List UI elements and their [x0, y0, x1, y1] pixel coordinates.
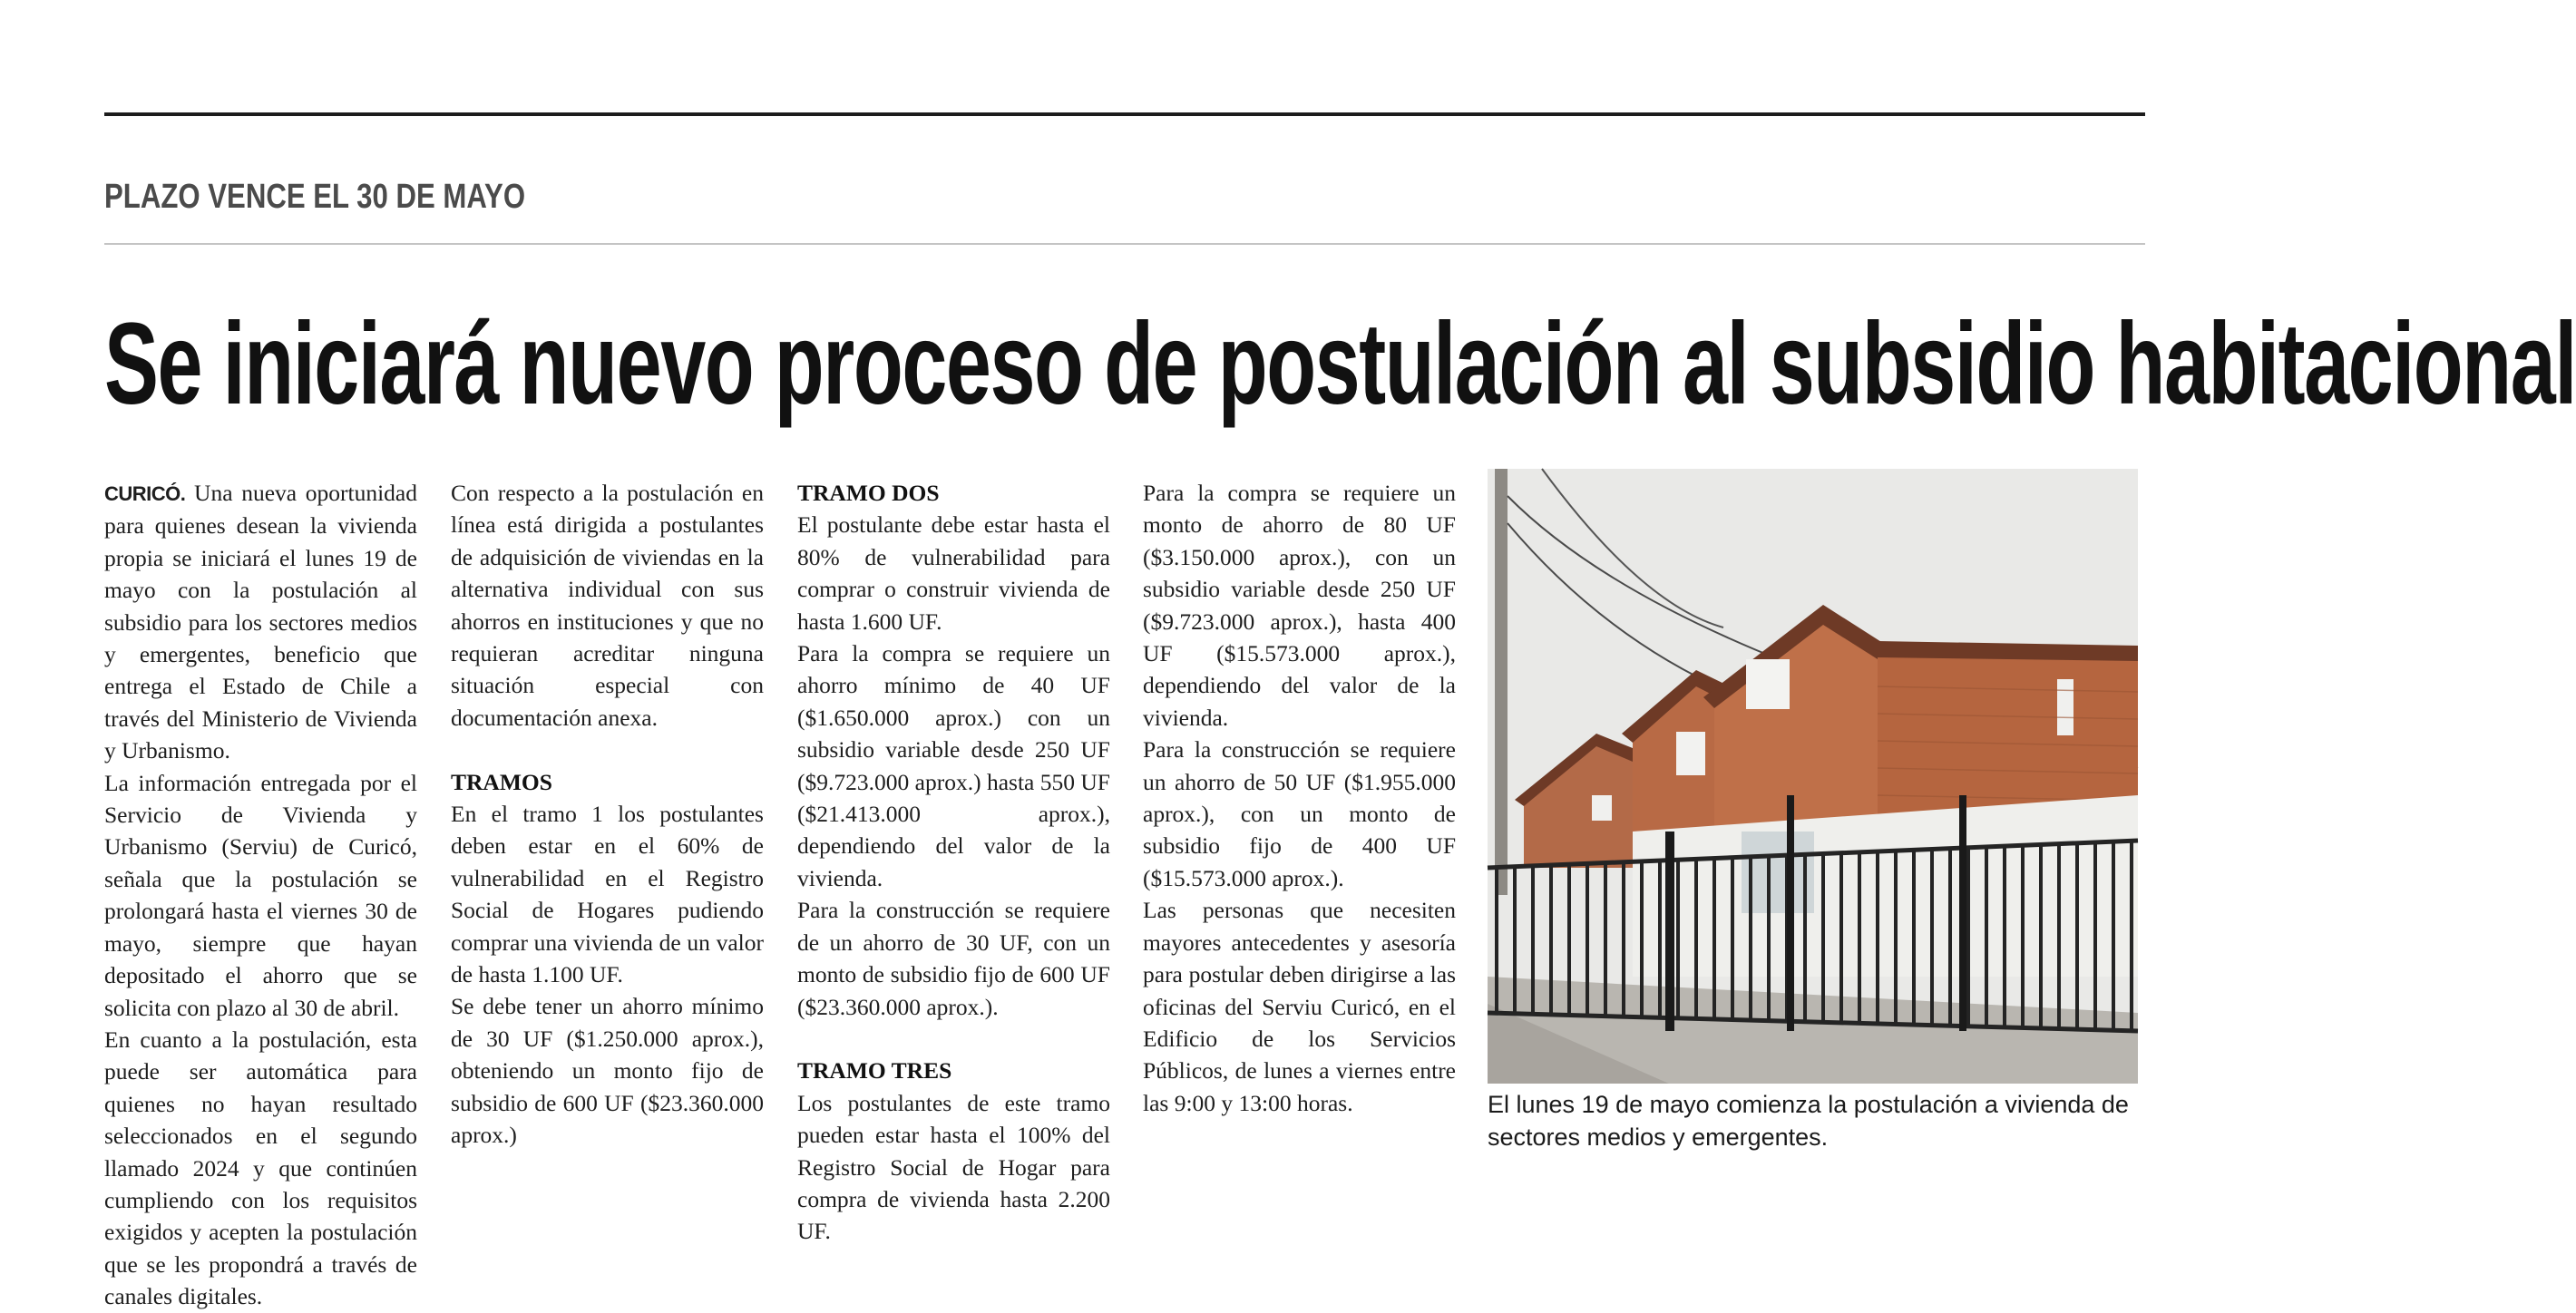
kicker: PLAZO VENCE EL 30 DE MAYO: [104, 178, 526, 216]
housing-photo: [1488, 469, 2138, 1084]
article-column-4: [1143, 477, 1456, 1119]
paragraph-10: Los postulantes de este tramo pueden estar hasta el 100% del Registro Social de Hogar para compra de vivienda hasta 2.200 UF.: [797, 1089, 1110, 1245]
dateline: CURICÓ.: [104, 482, 186, 505]
paragraph-4: Con respecto a la postulación en línea está dirigida a postulantes de adquisición de viviendas en la alternativa individual con sus ahorros en instituciones y que no requieran acreditar ninguna situación especial con documentación anexa.: [451, 480, 764, 731]
kicker-rule: [104, 243, 2145, 245]
paragraph-7: El postulante debe estar hasta el 80% de vulnerabilidad para comprar o construir vivienda de hasta 1.600 UF.: [797, 511, 1110, 635]
paragraph-5: En el tramo 1 los postulantes deben estar en el 60% de vulnerabilidad en el Registro Social de Hogares pudiendo comprar una vivienda de un valor de hasta 1.100 UF.: [451, 801, 764, 988]
paragraph-1-text: Una nueva oportunidad para quienes desean la vivienda propia se iniciará el lunes 19 de mayo con la postulación al subsidio para los sectores medios y emergentes, beneficio que entrega el Estado de Chile a través del Ministerio de Vivienda y Urbanismo.: [104, 480, 417, 764]
paragraph-11: Para la compra se requiere un monto de ahorro de 80 UF ($3.150.000 aprox.), con un subsidio variable desde 250 UF ($9.723.000 aprox.), hasta 400 UF ($15.573.000 aprox.), dependiendo del valor de la vivienda.: [1143, 480, 1456, 731]
paragraph-12: Para la construcción se requiere un ahorro de 50 UF ($1.955.000 aprox.), con un monto de subsidio fijo de 400 UF ($15.573.000 aprox.).: [1143, 736, 1456, 891]
paragraph-8: Para la compra se requiere un ahorro mínimo de 40 UF ($1.650.000 aprox.) con un subsidio variable desde 250 UF ($9.723.000 aprox.) hasta 550 UF ($21.413.000 aprox.), dependiendo del valor de la vivienda.: [797, 640, 1110, 891]
article-column-2: [451, 477, 764, 1152]
subhead-tramo-dos: TRAMO DOS: [797, 480, 940, 506]
top-rule: [104, 112, 2145, 116]
subhead-tramo-tres: TRAMO TRES: [797, 1057, 952, 1084]
houses-illustration: [1488, 469, 2138, 1084]
paragraph-6: Se debe tener un ahorro mínimo de 30 UF ($1.250.000 aprox.), obteniendo un monto fijo de subsidio de 600 UF ($23.360.000 aprox.): [451, 993, 764, 1149]
paragraph-2: La información entregada por el Servicio de Vivienda y Urbanismo (Serviu) de Curicó, señala que la postulación se prolongará hasta el viernes 30 de mayo, siempre que hayan depositado el ahorro que se solicita con plazo al 30 de abril.: [104, 769, 417, 1021]
photo-caption: El lunes 19 de mayo comienza la postulación a vivienda de sectores medios y emergentes.: [1488, 1091, 2129, 1151]
paragraph-9: Para la construcción se requiere de un ahorro de 30 UF, con un monto de subsidio fijo de 600 UF ($23.360.000 aprox.).: [797, 897, 1110, 1020]
paragraph-1: [104, 477, 417, 767]
headline: Se iniciará nuevo proceso de postulación al subsidio habitacional: [104, 299, 2576, 429]
paragraph-13: Las personas que necesiten mayores antecedentes y asesoría para postular deben dirigirse a las oficinas del Serviu Curicó, en el Edificio de los Servicios Públicos, de lunes a viernes entre las 9:00 y 13:00 horas.: [1143, 897, 1456, 1116]
subhead-tramos: TRAMOS: [451, 768, 552, 795]
paragraph-3: En cuanto a la postulación, esta puede ser automática para quienes no hayan resultado seleccionados en el segundo llamado 2024 y que continúen cumpliendo con los requisitos exigidos y acepten la postulación que se les propondrá a través de canales digitales.: [104, 1026, 417, 1310]
article-column-3: [797, 477, 1110, 1248]
article-column-1: [104, 477, 417, 1313]
